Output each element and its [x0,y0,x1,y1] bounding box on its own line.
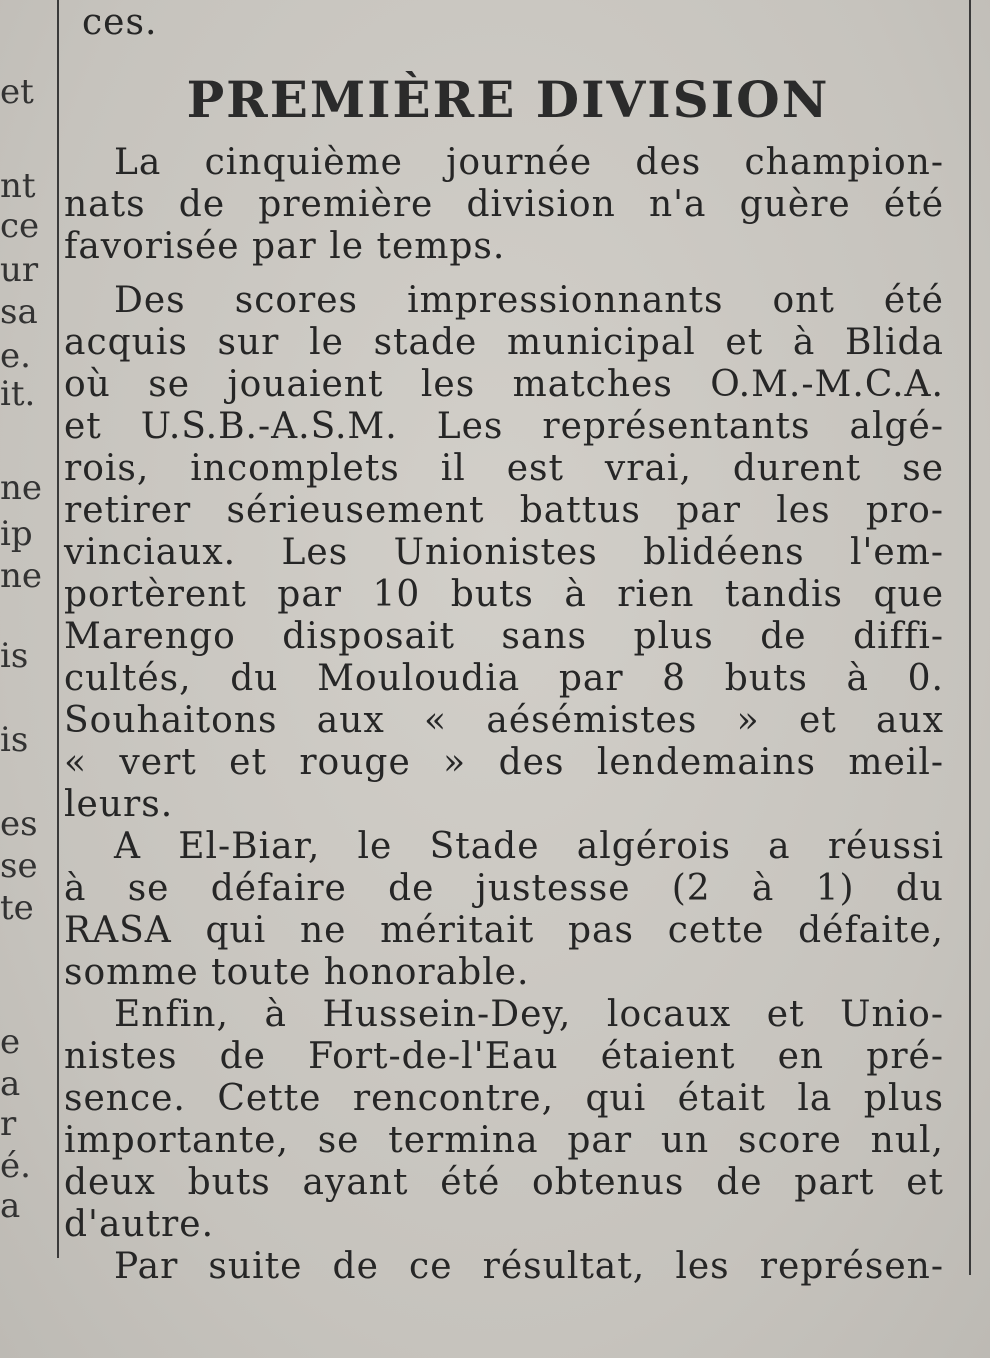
left-fragment: nt [0,166,36,206]
left-fragment: sa [0,292,38,332]
left-fragment: te [0,888,34,928]
article-line: favorisée par le temps. [64,226,506,267]
article-line: vinciaux. Les Unionistes blidéens l'em- [64,532,944,573]
article-line: à se défaire de justesse (2 à 1) du [64,868,944,909]
previous-article-fragment: ces. [82,2,158,43]
article-line: Des scores impressionnants ont été [114,280,944,321]
article-line: Souhaitons aux « aésémistes » et aux [64,700,944,741]
column-rule-left [57,0,59,1258]
left-fragment: is [0,720,29,760]
article-line: où se jouaient les matches O.M.-M.C.A. [64,364,944,405]
left-fragment: se [0,846,38,886]
left-fragment: es [0,804,38,844]
article-line: importante, se termina par un score nul, [64,1120,944,1161]
article-line: somme toute honorable. [64,952,530,993]
left-fragment: ip [0,514,33,554]
article-line: Marengo disposait sans plus de diffi- [64,616,944,657]
article-line: portèrent par 10 buts à rien tandis que [64,574,944,615]
left-fragment: r [0,1104,17,1144]
article-line: rois, incomplets il est vrai, durent se [64,448,944,489]
article-line: acquis sur le stade municipal et à Blida [64,322,944,363]
article-line: RASA qui ne méritait pas cette défaite, [64,910,944,951]
article-line: nats de première division n'a guère été [64,184,944,225]
article-line: « vert et rouge » des lendemains meil- [64,742,944,783]
left-fragment: ur [0,250,39,290]
left-fragment: é. [0,1146,31,1186]
left-fragment: is [0,636,29,676]
article-line: d'autre. [64,1204,215,1245]
left-fragment: it. [0,374,36,414]
article-line: deux buts ayant été obtenus de part et [64,1162,944,1203]
article-line: retirer sérieusement battus par les pro- [64,490,944,531]
article-line: Enfin, à Hussein-Dey, locaux et Unio- [114,994,944,1035]
article-heading: PREMIÈRE DIVISION [186,70,830,129]
left-fragment: a [0,1186,21,1226]
column-rule-right [969,0,971,1275]
left-fragment: e. [0,336,31,376]
article-line: nistes de Fort-de-l'Eau étaient en pré- [64,1036,944,1077]
left-fragment: ne [0,556,43,596]
article-line: leurs. [64,784,174,825]
article-line: cultés, du Mouloudia par 8 buts à 0. [64,658,944,699]
left-fragment: ce [0,206,40,246]
article-line: A El-Biar, le Stade algérois a réussi [114,826,944,867]
left-fragment: ne [0,468,43,508]
left-fragment: et [0,72,34,112]
article-line: sence. Cette rencontre, qui était la plus [64,1078,944,1119]
article-line: Par suite de ce résultat, les représen- [114,1246,944,1287]
left-fragment: e [0,1022,21,1062]
article-line: et U.S.B.-A.S.M. Les représentants algé- [64,406,944,447]
article-line: La cinquième journée des champion- [114,142,944,183]
left-fragment: a [0,1064,21,1104]
